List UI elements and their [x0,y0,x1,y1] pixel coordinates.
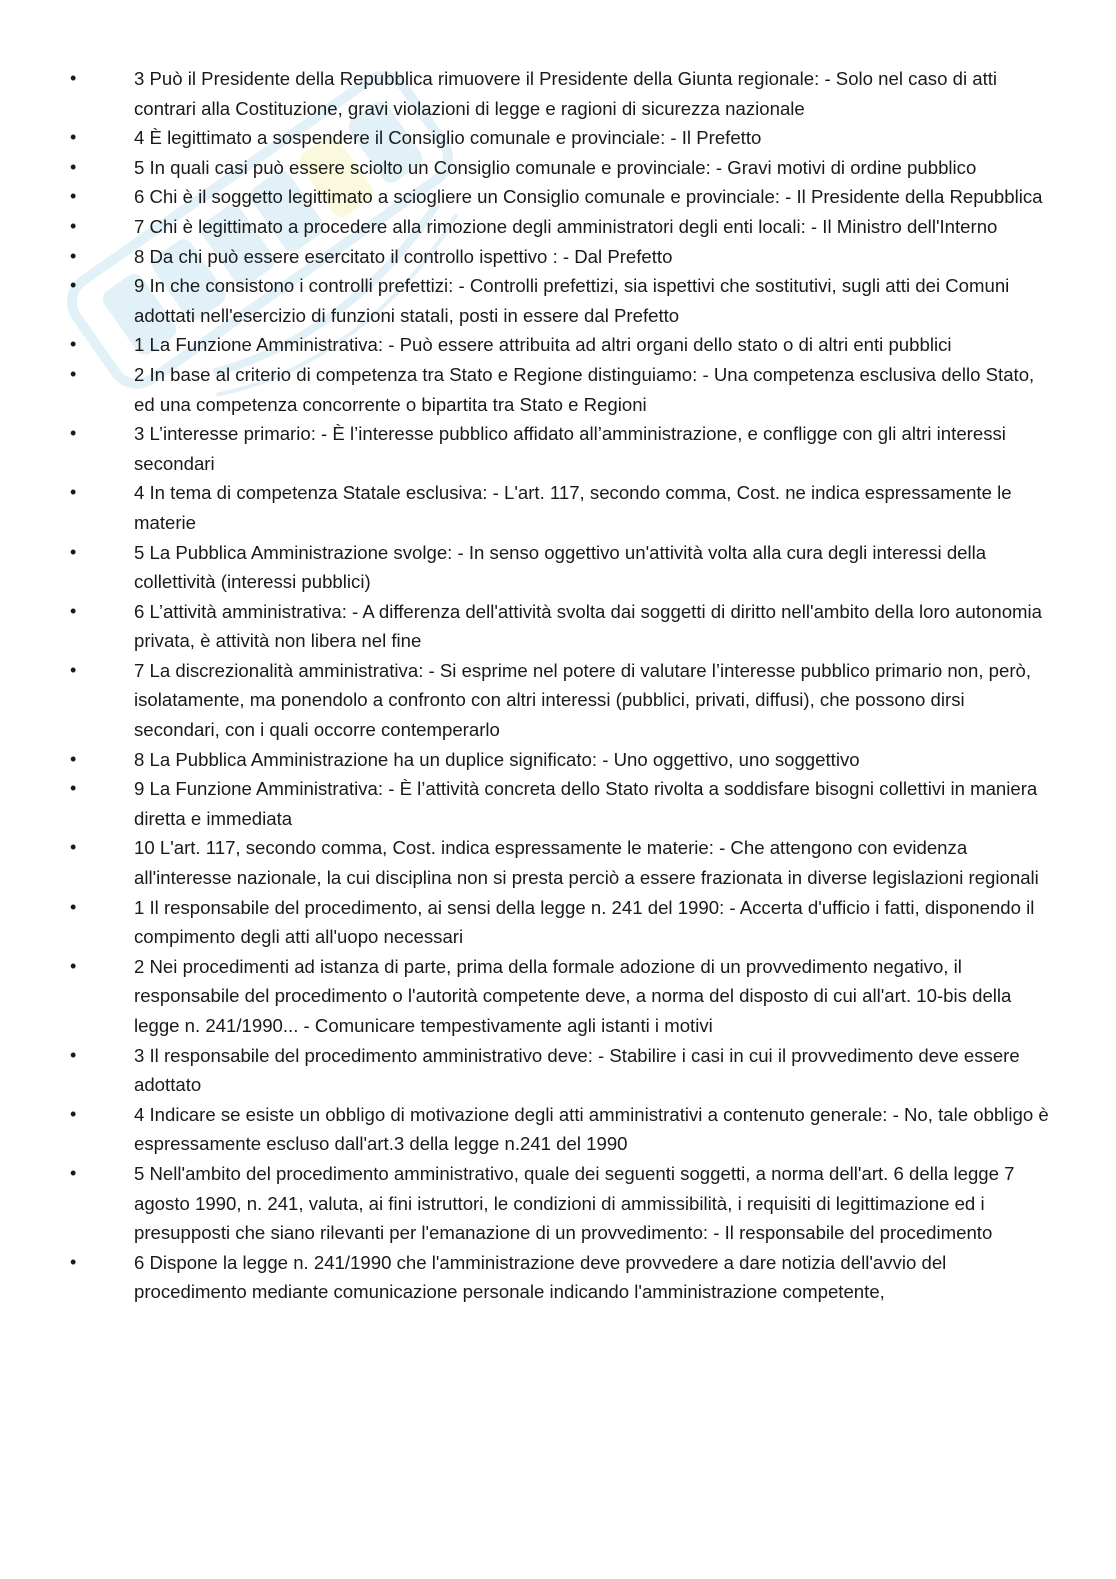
bullet-icon: • [70,1103,77,1124]
list-item-text: 5 In quali casi può essere sciolto un Consiglio comunale e provinciale: - Gravi motivi di ordine pubblico [134,156,977,178]
bullet-icon: • [70,659,77,680]
list-item-text: 7 La discrezionalità amministrativa: - Si esprime nel potere di valutare l’interesse pubblico primario non, però, isolatamente, ma ponendolo a confronto con altri interessi (pubblici, privati, diffusi), che possono dirsi secondari, con i quali occorre contemperarlo [134,659,1032,741]
list-item-text: 9 In che consistono i controlli prefettizi: - Controlli prefettizi, sia ispettivi che sostitutivi, sugli atti dei Comuni adottati nell'esercizio di funzioni statali, posti in essere dal Prefetto [134,275,1010,326]
list-item-text: 4 In tema di competenza Statale esclusiva: - L'art. 117, secondo comma, Cost. ne indica espressamente le materie [134,482,1012,533]
bullet-icon: • [70,541,77,562]
list-item-text: 10 L'art. 117, secondo comma, Cost. indica espressamente le materie: - Che attengono con evidenza all'interesse nazionale, la cui disciplina non si presta perciò a essere frazionata in diverse legislazioni regionali [134,837,1039,889]
bullet-icon: • [70,334,77,355]
bullet-icon: • [70,423,77,444]
document-page [0,64,1116,1307]
bullet-icon: • [70,1162,77,1183]
bullet-icon: • [70,955,77,976]
list-item-text: 6 Dispone la legge n. 241/1990 che l'amministrazione deve provvedere a dare notizia dell'avvio del procedimento mediante comunicazione personale indicando l'amministrazione competente, [134,1251,947,1303]
list-item [0,774,1116,833]
bullet-icon: • [70,748,77,769]
list-item [0,597,1116,656]
list-item [0,64,1116,123]
list-item-text: 3 Il responsabile del procedimento amministrativo deve: - Stabilire i casi in cui il provvedimento deve essere adottato [134,1044,1020,1096]
bullet-icon: • [70,156,77,177]
list-item [0,952,1116,1041]
list-item [0,1159,1116,1248]
list-item-text: 9 La Funzione Amministrativa: - È l’attività concreta dello Stato rivolta a soddisfare bisogni collettivi in maniera diretta e immediata [134,778,1038,829]
list-item-text: 6 L’attività amministrativa: - A differenza dell'attività svolta dai soggetti di diritto nell'ambito della loro autonomia privata, è attività non libera nel fine [134,600,1042,652]
list-item-text: 7 Chi è legittimato a procedere alla rimozione degli amministratori degli enti locali: - Il Ministro dell'Interno [134,215,998,237]
bullet-icon: • [70,1251,77,1272]
bullet-icon: • [70,127,77,148]
list-item [0,1248,1116,1307]
list-item-text: 8 La Pubblica Amministrazione ha un duplice significato: - Uno oggettivo, uno soggettivo [134,748,860,770]
list-item-text: 4 Indicare se esiste un obbligo di motivazione degli atti amministrativi a contenuto generale: - No, tale obbligo è espressamente escluso dall'art.3 della legge n.241 del 1990 [134,1103,1049,1155]
list-item-text: 4 È legittimato a sospendere il Consiglio comunale e provinciale: - Il Prefetto [134,127,762,149]
list-item [0,1100,1116,1159]
bullet-icon: • [70,1044,77,1065]
list-item [0,123,1116,153]
qa-list [0,64,1116,1307]
list-item [0,538,1116,597]
list-item-text: 3 L’interesse primario: - È l’interesse pubblico affidato all’amministrazione, e confligge con gli altri interessi secondari [134,423,1006,474]
bullet-icon: • [70,837,77,858]
bullet-icon: • [70,215,77,236]
bullet-icon: • [70,778,77,799]
list-item [0,153,1116,183]
bullet-icon: • [70,363,77,384]
list-item [0,360,1116,419]
list-item-text: 6 Chi è il soggetto legittimato a sciogliere un Consiglio comunale e provinciale: - Il Presidente della Repubblica [134,186,1043,208]
list-item-text: 5 La Pubblica Amministrazione svolge: - In senso oggettivo un'attività volta alla cura degli interessi della collettività (interessi pubblici) [134,541,987,593]
list-item [0,330,1116,360]
bullet-icon: • [70,482,77,503]
list-item [0,212,1116,242]
bullet-icon: • [70,275,77,296]
bullet-icon: • [70,896,77,917]
list-item-text: 1 La Funzione Amministrativa: - Può essere attribuita ad altri organi dello stato o di altri enti pubblici [134,334,952,356]
list-item [0,833,1116,892]
list-item [0,271,1116,330]
list-item-text: 8 Da chi può essere esercitato il controllo ispettivo : - Dal Prefetto [134,245,673,267]
list-item-text: 2 In base al criterio di competenza tra Stato e Regione distinguiamo: - Una competenza esclusiva dello Stato, ed una competenza concorrente o bipartita tra Stato e Regioni [134,363,1035,415]
list-item [0,893,1116,952]
bullet-icon: • [70,68,77,88]
bullet-icon: • [70,245,77,266]
list-item [0,478,1116,537]
list-item [0,182,1116,212]
list-item [0,1041,1116,1100]
list-item [0,656,1116,745]
list-item-text: 5 Nell'ambito del procedimento amministrativo, quale dei seguenti soggetti, a norma dell'art. 6 della legge 7 agosto 1990, n. 241, valuta, ai fini istruttori, le condizioni di ammissibilità, i requisiti di legittimazione ed i presupposti che siano rilevanti per l'emanazione di un provvedimento: - Il responsabile del procedimento [134,1162,1015,1244]
list-item [0,745,1116,775]
bullet-icon: • [70,600,77,621]
list-item-text: 1 Il responsabile del procedimento, ai sensi della legge n. 241 del 1990: - Accerta d'ufficio i fatti, disponendo il compimento degli atti all'uopo necessari [134,896,1035,948]
list-item [0,419,1116,478]
list-item-text: 2 Nei procedimenti ad istanza di parte, prima della formale adozione di un provvedimento negativo, il responsabile del procedimento o l'autorità competente deve, a norma del disposto di cui all'art. 10-bis della legge n. 241/1990... - Comunicare tempestivamente agli istanti i motivi [134,955,1012,1036]
list-item [0,242,1116,272]
list-item-text: 3 Può il Presidente della Repubblica rimuovere il Presidente della Giunta regionale: - Solo nel caso di atti contrari alla Costituzione, gravi violazioni di legge e ragioni di sicurezza nazionale [134,68,998,119]
bullet-icon: • [70,186,77,207]
